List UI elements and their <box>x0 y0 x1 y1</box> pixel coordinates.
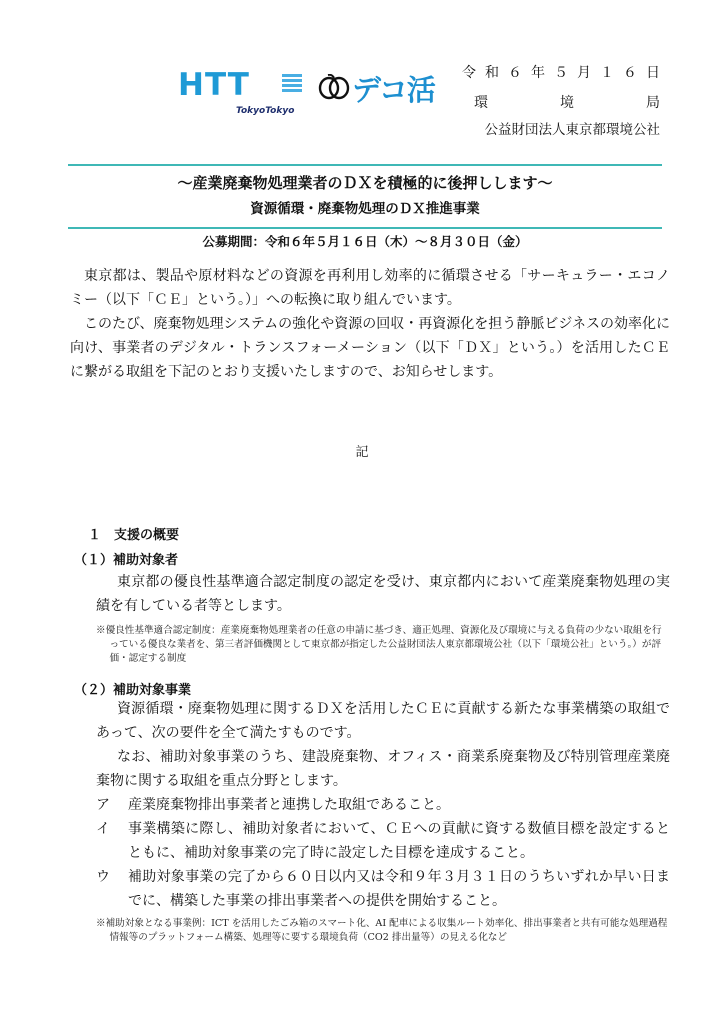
application-period: 公募期間：令和６年５月１６日（木）～８月３０日（金） <box>202 234 528 249</box>
subsection-heading: （１）補助対象者 <box>74 553 179 568</box>
list-item-text: 産業廃棄物排出事業者と連携した取組であること。 <box>128 797 450 813</box>
page-subtitle: 資源循環・廃棄物処理のＤＸ推進事業 <box>250 201 480 217</box>
footnote <box>96 624 670 666</box>
intro-paragraph: 東京都は、製品や原材料などの資源を再利用し効率的に循環させる「サーキュラー・エコノミー（以下「ＣＥ」という。）」への転換に取り組んでいます。 <box>70 268 670 308</box>
list-item-text: 補助対象事業の完了から６０日以内又は令和９年３月３１日のうちいずれか早い日までに、構築した事業の排出事業者への提供を開始すること。 <box>128 869 670 909</box>
htt-logo-letters: HTT <box>178 67 250 103</box>
requirement-list <box>96 793 670 913</box>
title-bottom-rule <box>68 227 662 229</box>
body-paragraph: 東京都の優良性基準適合認定制度の認定を受け、東京都内において産業廃棄物処理の実績を有している者等とします。 <box>96 574 670 614</box>
tokyo-tokyo-logo: TokyoTokyo <box>236 106 295 116</box>
section-heading: １ 支援の概要 <box>88 528 180 543</box>
list-item-text: 事業構築に際し、補助対象者において、ＣＥへの貢献に資する数値目標を設定するとともに、補助対象事業の完了時に設定した目標を達成すること。 <box>128 821 670 861</box>
list-item <box>96 817 670 865</box>
issue-date: 令和６年５月１６日 <box>462 65 669 81</box>
subsection-body <box>96 697 670 793</box>
footnote-text: ※優良性基準適合認定制度：産業廃棄物処理業者の任意の申請に基づき、適正処理、資源化及び環境に与える負荷の少ない取組を行っている優良な業者を、第三者評価機関として東京都が指定した公益財団法人東京都環境公社（以下「環境公社」という。）が評価・認定する制度 <box>96 625 662 664</box>
intro-text <box>70 264 670 384</box>
body-paragraph: なお、補助対象事業のうち、建設廃棄物、オフィス・商業系廃棄物及び特別管理産業廃棄物に関する取組を重点分野とします。 <box>96 749 670 789</box>
deco-katsu-logo <box>318 66 448 110</box>
department-name <box>474 92 660 112</box>
dept-char: 局 <box>646 95 660 111</box>
deco-logo-mark-icon <box>318 74 350 100</box>
page-title: ～産業廃棄物処理業者のＤＸを積極的に後押しします～ <box>177 174 553 192</box>
list-item <box>96 793 670 817</box>
footnote-text: ※補助対象となる事業例：ICT を活用したごみ箱のスマート化、AI 配車による収集ルート効率化、排出事業者と共有可能な処理過程情報等のプラットフォーム構築、処理等に要する環境負荷（CO2 排出量等）の見える化など <box>96 918 668 943</box>
htt-logo <box>178 67 308 122</box>
organization-name: 公益財団法人東京都環境公社 <box>484 122 660 138</box>
subsection-body <box>96 570 670 618</box>
list-item <box>96 865 670 913</box>
title-top-rule <box>68 164 662 166</box>
subsection-heading: （２）補助対象事業 <box>74 683 192 698</box>
list-item-mark: ウ <box>96 869 110 885</box>
dept-char: 環 <box>474 95 488 111</box>
list-item-mark: イ <box>96 821 110 837</box>
footnote <box>96 917 670 945</box>
ki-marker: 記 <box>355 445 369 460</box>
body-paragraph: 資源循環・廃棄物処理に関するＤＸを活用したＣＥに貢献する新たな事業構築の取組であって、次の要件を全て満たすものです。 <box>96 701 670 741</box>
deco-katsu-text: デコ活 <box>352 73 435 107</box>
htt-logo-lines <box>282 74 302 94</box>
list-item-mark: ア <box>96 797 110 813</box>
dept-char: 境 <box>560 95 574 111</box>
intro-paragraph: このたび、廃棄物処理システムの強化や資源の回収・再資源化を担う静脈ビジネスの効率化に向け、事業者のデジタル・トランスフォーメーション（以下「ＤＸ」という。）を活用したＣＥに繋がる取組を下記のとおり支援いたしますので、お知らせします。 <box>70 316 670 380</box>
